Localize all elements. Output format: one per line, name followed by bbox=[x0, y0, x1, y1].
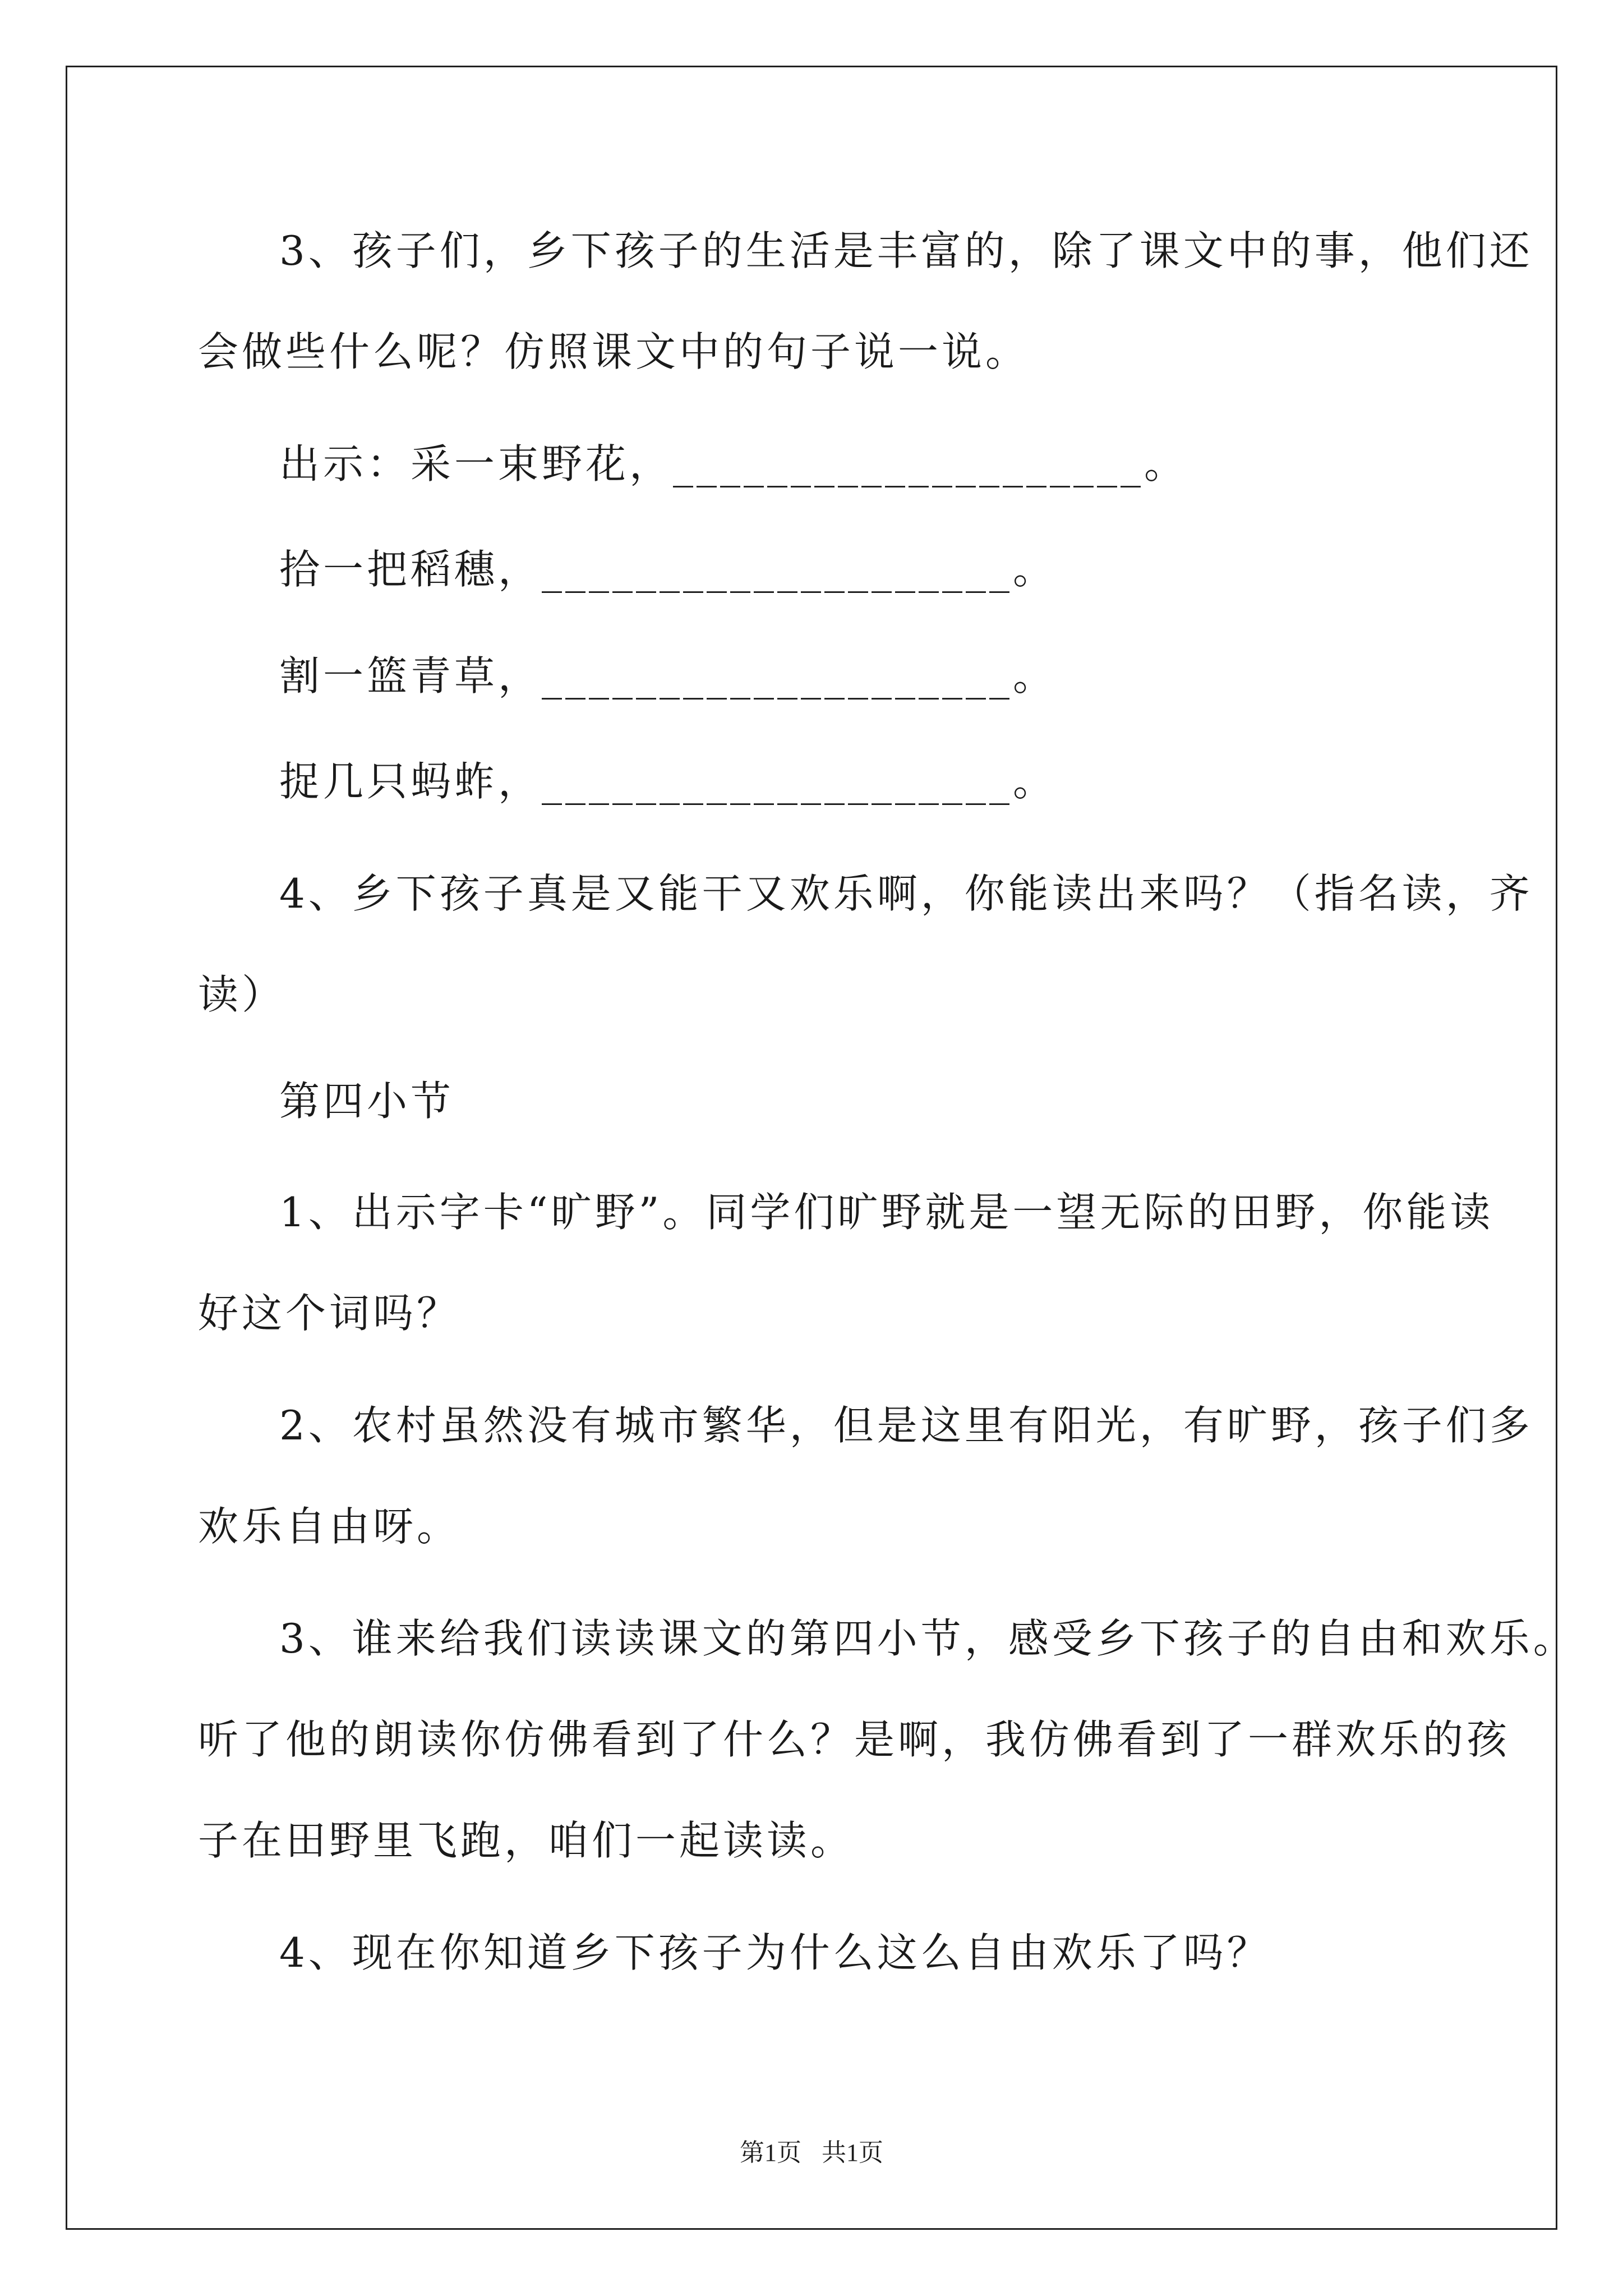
paragraph-line: 听了他的朗读你仿佛看到了什么？是啊，我仿佛看到了一群欢乐的孩 bbox=[198, 1716, 1511, 1763]
page-number-total: 共1页 bbox=[822, 2139, 883, 2166]
paragraph-line: 会做些什么呢？仿照课文中的句子说一说。 bbox=[198, 328, 1030, 375]
paragraph-line: 2、农村虽然没有城市繁华，但是这里有阳光，有旷野，孩子们多 bbox=[279, 1402, 1533, 1449]
paragraph-line: 3、谁来给我们读读课文的第四小节，感受乡下孩子的自由和欢乐。 bbox=[279, 1615, 1577, 1662]
paragraph-line: 欢乐自由呀。 bbox=[198, 1503, 461, 1550]
paragraph-line: 子在田野里飞跑，咱们一起读读。 bbox=[198, 1817, 855, 1864]
paragraph-line: 1、出示字卡“旷野”。同学们旷野就是一望无际的田野，你能读 bbox=[279, 1189, 1494, 1236]
paragraph-line: 好这个词吗？ bbox=[198, 1290, 461, 1337]
paragraph-line: 拾一把稻穗，____________________。 bbox=[279, 546, 1057, 593]
section-heading: 第四小节 bbox=[279, 1078, 455, 1125]
page-number-current: 第1页 bbox=[740, 2139, 801, 2166]
page-footer bbox=[0, 2136, 1623, 2170]
paragraph-line: 3、孩子们，乡下孩子的生活是丰富的，除了课文中的事，他们还 bbox=[279, 227, 1533, 274]
paragraph-line: 读） bbox=[198, 971, 286, 1018]
paragraph-line: 出示：采一束野花，____________________。 bbox=[279, 440, 1188, 487]
paragraph-line: 割一篮青草，____________________。 bbox=[279, 652, 1057, 700]
paragraph-line: 4、乡下孩子真是又能干又欢乐啊，你能读出来吗？（指名读，齐 bbox=[279, 870, 1533, 917]
paragraph-line: 捉几只蚂蚱，____________________。 bbox=[279, 758, 1057, 805]
paragraph-line: 4、现在你知道乡下孩子为什么这么自由欢乐了吗？ bbox=[279, 1929, 1271, 1976]
